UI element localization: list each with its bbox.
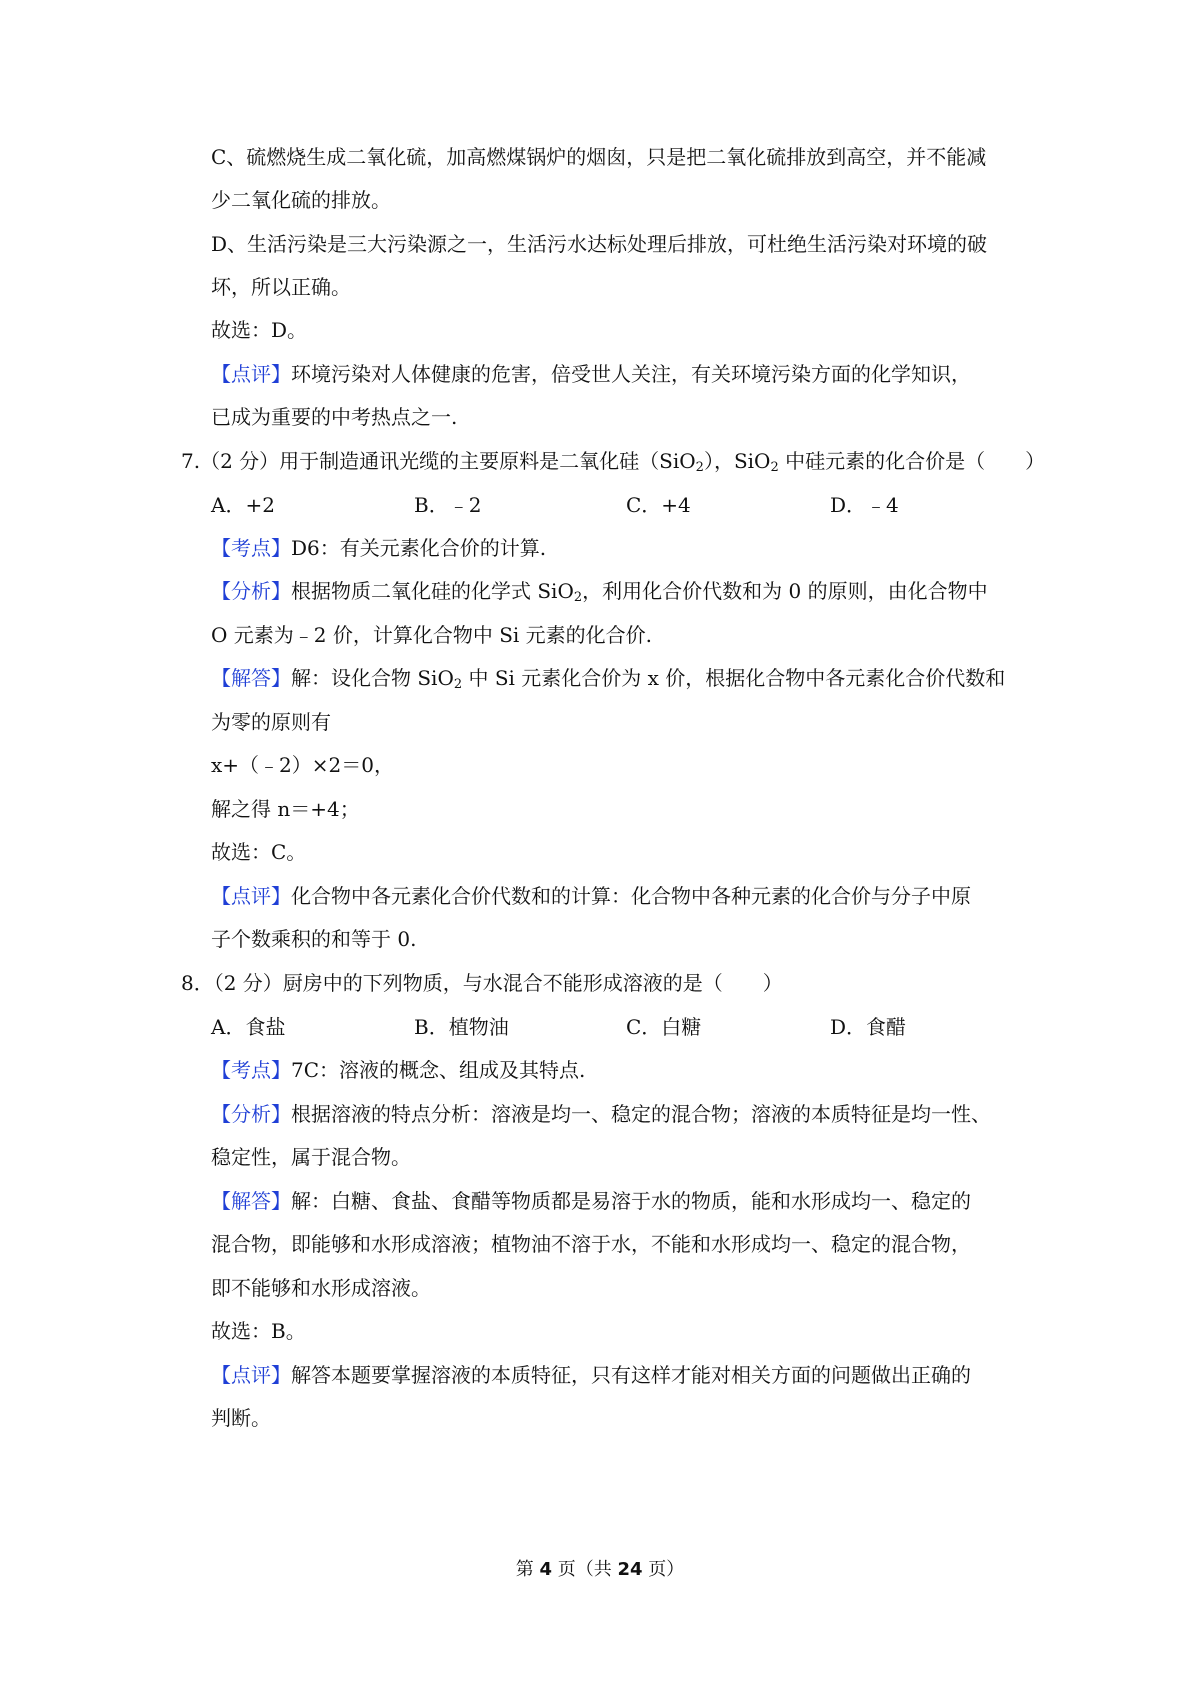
q7-stem-part3: 中硅元素的化合价是（ ） [778, 449, 1046, 473]
q7-stem-part1: 7.（2 分）用于制造通讯光缆的主要原料是二氧化硅（SiO [181, 449, 696, 473]
q7-dianping-tag: 【点评】 [211, 884, 291, 908]
comment-text: 环境污染对人体健康的危害，倍受世人关注，有关环境污染方面的化学知识， [291, 362, 971, 386]
q8-option-a: A．食盐 [211, 1015, 286, 1039]
q8-dianping-text: 解答本题要掌握溶液的本质特征，只有这样才能对相关方面的问题做出正确的 [291, 1363, 971, 1387]
q7-kaodian-tag: 【考点】 [211, 536, 291, 560]
q7-jieda-line3: x+（﹣2）×2＝0， [211, 753, 394, 777]
q7-jieda-part1: 解：设化合物 SiO [291, 666, 454, 690]
q7-stem-part2: ），SiO [703, 449, 771, 473]
q7-fenxi-part1: 根据物质二氧化硅的化学式 SiO [291, 579, 574, 603]
q8-jieda-text: 解：白糖、食盐、食醋等物质都是易溶于水的物质，能和水形成均一、稳定的 [291, 1189, 971, 1213]
q8-fenxi-tag: 【分析】 [211, 1102, 291, 1126]
q7-jieda-subscript: 2 [453, 677, 463, 692]
q7-jieda-part2: 中 Si 元素化合价为 x 价，根据化合物中各元素化合价代数和 [462, 666, 1006, 690]
footer-suffix: 页） [642, 1559, 685, 1580]
q7-kaodian [211, 535, 546, 561]
option-c-explanation-line2: 少二氧化硫的排放。 [211, 188, 391, 212]
q8-fenxi-text: 根据溶液的特点分析：溶液是均一、稳定的混合物；溶液的本质特征是均一性、 [291, 1102, 991, 1126]
q7-subscript2: 2 [770, 460, 779, 475]
q8-kaodian-tag: 【考点】 [211, 1058, 291, 1082]
q7-jieda-line4: 解之得 n＝+4； [211, 797, 360, 821]
footer-prefix: 第 [515, 1559, 540, 1580]
comment-line2: 已成为重要的中考热点之一. [211, 405, 458, 429]
q7-fenxi-tag: 【分析】 [211, 579, 291, 603]
q7-jieda-line1 [211, 665, 1005, 691]
q8-fenxi-line1 [211, 1101, 991, 1127]
q8-jieda-tag: 【解答】 [211, 1189, 291, 1213]
q8-option-c: C．白糖 [626, 1015, 702, 1039]
q8-kaodian [211, 1057, 585, 1083]
q8-fenxi-line2: 稳定性，属于混合物。 [211, 1145, 411, 1169]
page-number: 4 [539, 1559, 552, 1580]
q8-answer: 故选：B。 [211, 1319, 306, 1343]
page-footer [0, 1558, 1200, 1582]
q8-kaodian-text: 7C：溶液的概念、组成及其特点. [291, 1058, 586, 1082]
q7-option-a: A．+2 [211, 493, 275, 517]
q7-fenxi-subscript: 2 [573, 590, 583, 605]
option-d-explanation-line1: D、生活污染是三大污染源之一，生活污水达标处理后排放，可杜绝生活污染对环境的破 [211, 232, 988, 256]
question-8-stem: 8．（2 分）厨房中的下列物质，与水混合不能形成溶液的是（ ） [181, 971, 783, 995]
q7-dianping-text: 化合物中各元素化合价代数和的计算：化合物中各种元素的化合价与分子中原 [291, 884, 971, 908]
q7-option-c: C．+4 [626, 493, 691, 517]
q8-jieda-line3: 即不能够和水形成溶液。 [211, 1276, 431, 1300]
comment-line1 [211, 361, 971, 387]
q8-option-b: B．植物油 [414, 1015, 509, 1039]
q7-dianping-line1 [211, 883, 971, 909]
option-d-explanation-line2: 坏，所以正确。 [211, 275, 351, 299]
q7-dianping-line2: 子个数乘积的和等于 0. [211, 927, 417, 951]
total-pages: 24 [617, 1559, 643, 1580]
q8-jieda-line2: 混合物，即能够和水形成溶液；植物油不溶于水，不能和水形成均一、稳定的混合物， [211, 1232, 971, 1256]
q8-option-d: D．食醋 [830, 1015, 907, 1039]
q7-fenxi-line2: O 元素为﹣2 价，计算化合物中 Si 元素的化合价. [211, 623, 653, 647]
q7-answer: 故选：C。 [211, 840, 307, 864]
q7-fenxi-line1 [211, 578, 988, 604]
q7-fenxi-part2: ，利用化合价代数和为 0 的原则，由化合物中 [582, 579, 988, 603]
q8-dianping-line2: 判断。 [211, 1406, 271, 1430]
q7-jieda-line2: 为零的原则有 [211, 710, 331, 734]
q8-dianping-line1 [211, 1362, 971, 1388]
q7-jieda-tag: 【解答】 [211, 666, 291, 690]
q8-jieda-line1 [211, 1188, 971, 1214]
question-7-stem [181, 448, 1045, 474]
q7-kaodian-text: D6：有关元素化合价的计算. [291, 536, 547, 560]
q7-option-d: D．﹣4 [830, 493, 899, 517]
option-c-explanation-line1: C、硫燃烧生成二氧化硫，加高燃煤锅炉的烟囱，只是把二氧化硫排放到高空，并不能减 [211, 145, 987, 169]
q8-dianping-tag: 【点评】 [211, 1363, 291, 1387]
footer-middle: 页（共 [552, 1559, 618, 1580]
answer-choice: 故选：D。 [211, 318, 308, 342]
q7-option-b: B．﹣2 [414, 493, 482, 517]
q7-subscript1: 2 [695, 460, 704, 475]
comment-tag: 【点评】 [211, 362, 291, 386]
